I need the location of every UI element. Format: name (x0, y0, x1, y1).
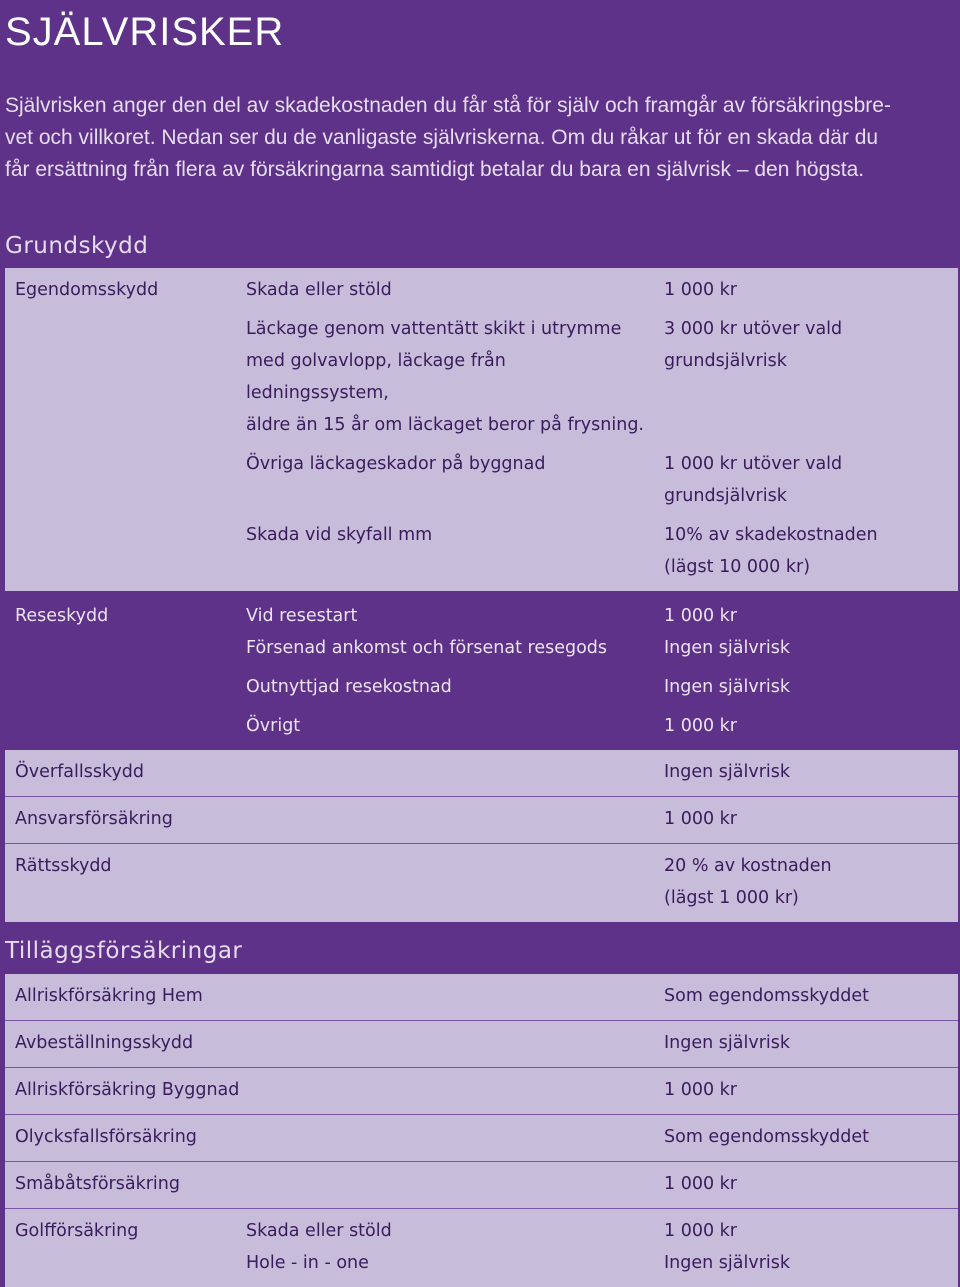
deductible-text: Ingen självrisk (654, 750, 958, 797)
case-text: Övriga läckageskador på byggnad (236, 441, 654, 512)
case-text: Outnyttjad resekostnad (236, 664, 654, 703)
table-row (5, 1247, 958, 1287)
table-row (5, 306, 958, 441)
overfallsskydd-group (5, 750, 958, 797)
deductible-text: 10% av skadekostnaden (lägst 10 000 kr) (654, 512, 958, 593)
table-row (5, 593, 958, 633)
coverage-name: Allriskförsäkring Hem (5, 974, 654, 1021)
case-text: Vid resestart (236, 593, 654, 633)
reseskydd-group (5, 593, 958, 751)
deductible-text: Ingen självrisk (654, 632, 958, 664)
deductible-text: 1 000 kr (654, 797, 958, 844)
grundskydd-table (5, 268, 958, 922)
deductible-text: 1 000 kr (654, 593, 958, 633)
coverage-name: Avbeställningsskydd (5, 1021, 654, 1068)
case-text: Skada eller stöld (236, 268, 654, 306)
deductible-text: Ingen självrisk (654, 1247, 958, 1287)
table-row (5, 632, 958, 664)
coverage-name: Småbåtsförsäkring (5, 1162, 654, 1209)
deductible-text: 20 % av kostnaden (lägst 1 000 kr) (654, 844, 958, 923)
deductible-text: Ingen självrisk (654, 664, 958, 703)
ansvarsforsakring-group (5, 797, 958, 844)
deductible-text: 3 000 kr utöver vald grundsjälvrisk (654, 306, 958, 441)
coverage-name: Reseskydd (5, 593, 236, 633)
table-row (5, 703, 958, 750)
table-row (5, 797, 958, 844)
egendomsskydd-group (5, 268, 958, 593)
page-title: SJÄLVRISKER (5, 10, 284, 55)
coverage-name: Egendomsskydd (5, 268, 236, 306)
rattsskydd-group (5, 844, 958, 923)
table-row (5, 664, 958, 703)
table-row (5, 844, 958, 923)
deductible-text: 1 000 kr (654, 1209, 958, 1248)
section-heading-grundskydd: Grundskydd (5, 233, 148, 259)
tillagg-table (5, 974, 958, 1287)
section-heading-tillagg: Tilläggsförsäkringar (5, 938, 242, 964)
table-row (5, 441, 958, 512)
deductible-text: 1 000 kr (654, 1162, 958, 1209)
case-text: Övrigt (236, 703, 654, 750)
table-row (5, 1068, 958, 1115)
table-row (5, 1115, 958, 1162)
deductible-text: 1 000 kr (654, 1068, 958, 1115)
deductible-text: 1 000 kr utöver vald grundsjälvrisk (654, 441, 958, 512)
deductible-text: 1 000 kr (654, 703, 958, 750)
intro-line: vet och villkoret. Nedan ser du de vanligaste självriskerna. Om du råkar ut för en skada där du (5, 122, 955, 154)
table-row (5, 750, 958, 797)
intro-line: Självrisken anger den del av skadekostnaden du får stå för själv och framgår av försäkringsbre- (5, 90, 955, 122)
table-row (5, 1209, 958, 1248)
deductible-text: Som egendomsskyddet (654, 1115, 958, 1162)
deductible-text: Ingen självrisk (654, 1021, 958, 1068)
golfforsakring-group (5, 1209, 958, 1287)
coverage-name: Ansvarsförsäkring (5, 797, 236, 844)
coverage-name: Allriskförsäkring Byggnad (5, 1068, 654, 1115)
case-text: Skada eller stöld (236, 1209, 654, 1248)
coverage-name: Rättsskydd (5, 844, 236, 923)
coverage-name: Överfallsskydd (5, 750, 236, 797)
coverage-name: Olycksfallsförsäkring (5, 1115, 654, 1162)
table-row (5, 974, 958, 1021)
case-text: Hole - in - one (236, 1247, 654, 1287)
deductible-text: Som egendomsskyddet (654, 974, 958, 1021)
intro-line: får ersättning från flera av försäkringarna samtidigt betalar du bara en självrisk – den högsta. (5, 154, 955, 186)
case-text: Skada vid skyfall mm (236, 512, 654, 593)
intro-text (5, 90, 955, 186)
deductible-text: 1 000 kr (654, 268, 958, 306)
table-row (5, 1162, 958, 1209)
case-text: Läckage genom vattentätt skikt i utrymme med golvavlopp, läckage från ledningssystem, äldre än 15 år om läckaget beror på frysning. (236, 306, 654, 441)
coverage-name: Golfförsäkring (5, 1209, 236, 1248)
table-row (5, 512, 958, 593)
table-row (5, 1021, 958, 1068)
table-row (5, 268, 958, 306)
case-text: Försenad ankomst och försenat resegods (236, 632, 654, 664)
